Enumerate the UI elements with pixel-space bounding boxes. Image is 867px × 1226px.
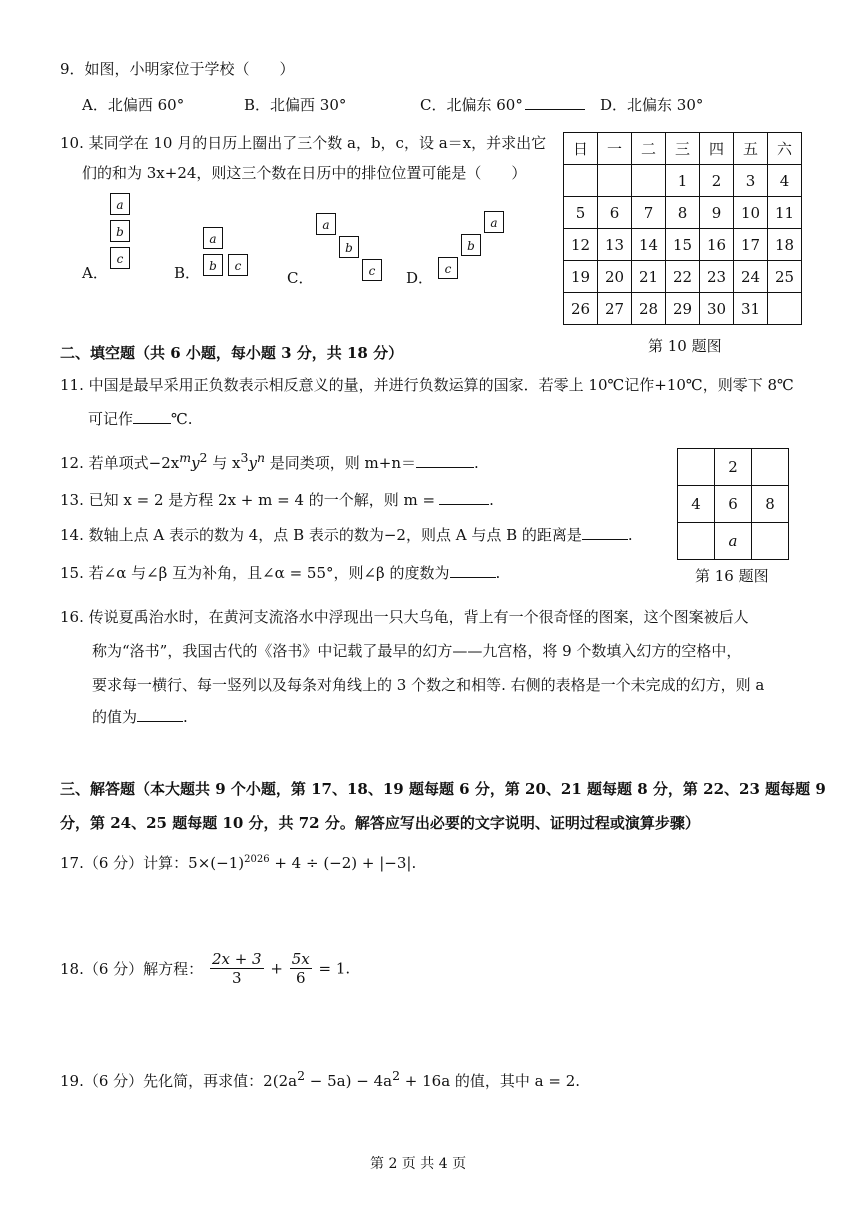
q12: 12. 若单项式$-2x^my^2$ 与 $x^3y^n$ 是同类项，则 m+n＝ .	[60, 450, 479, 472]
page-footer: 第 2 页 共 4 页	[370, 1156, 467, 1172]
magic-square-cell: 8	[752, 486, 789, 523]
q19: 19.（6 分）先化简，再求值：$2(2a^2 - 5a) - 4a^2 + 16a$ 的值，其中 a = 2.	[60, 1068, 581, 1090]
calendar-cell	[632, 165, 666, 197]
calendar-cell: 1	[666, 165, 700, 197]
calendar-header-cell: 六	[768, 133, 802, 165]
calendar-header-cell: 一	[598, 133, 632, 165]
q10-d-box-c: c	[438, 257, 458, 279]
magic-square-cell: 2	[715, 449, 752, 486]
q10-line2: 们的和为 3x+24，则这三个数在日历中的排位位置可能是（ ）	[82, 164, 527, 182]
magic-square-caption: 第 16 题图	[695, 567, 769, 585]
calendar-row	[564, 197, 802, 229]
calendar-cell: 6	[598, 197, 632, 229]
q16-line3: 要求每一横行、每一竖列以及每条对角线上的 3 个数之和相等. 右侧的表格是一个未完成的幻方，则 a	[92, 676, 765, 694]
q10-line1: 10. 某同学在 10 月的日历上圈出了三个数 a，b，c，设 a＝x，并求出它	[60, 134, 547, 152]
calendar-cell: 30	[700, 293, 734, 325]
calendar-cell: 27	[598, 293, 632, 325]
magic-square-table	[677, 448, 789, 560]
calendar-cell	[564, 165, 598, 197]
magic-square-cell	[678, 523, 715, 560]
q15: 15. 若∠α 与∠β 互为补角，且∠α = 55°，则∠β 的度数为 .	[60, 564, 501, 582]
magic-square-row	[678, 486, 789, 523]
calendar-cell: 11	[768, 197, 802, 229]
calendar-cell: 13	[598, 229, 632, 261]
calendar-cell: 28	[632, 293, 666, 325]
calendar-cell: 17	[734, 229, 768, 261]
calendar-header-cell: 二	[632, 133, 666, 165]
section-3-heading-line2: 分，第 24、25 题每题 10 分，共 72 分。解答应写出必要的文字说明、证明过程或演算步骤）	[60, 814, 700, 832]
q18: 18.（6 分）解方程： $\frac{2x + 3}{3}$ + $\frac{5x}{6}$ = 1.	[60, 950, 351, 987]
q10-c-box-b: b	[339, 236, 359, 258]
q10-b-box-c: c	[228, 254, 248, 276]
section-2-heading: 二、填空题（共 6 小题，每小题 3 分，共 18 分）	[60, 344, 404, 362]
calendar-cell: 29	[666, 293, 700, 325]
calendar-cell: 12	[564, 229, 598, 261]
calendar-cell: 19	[564, 261, 598, 293]
calendar-cell: 15	[666, 229, 700, 261]
q10-option-d-letter: D．	[406, 269, 434, 287]
calendar-cell: 7	[632, 197, 666, 229]
calendar-cell: 9	[700, 197, 734, 229]
q14: 14. 数轴上点 A 表示的数为 4，点 B 表示的数为−2，则点 A 与点 B 的距离是 .	[60, 526, 633, 544]
calendar-cell: 2	[700, 165, 734, 197]
q9-option-c: C．北偏东 60°	[420, 94, 585, 115]
magic-square-cell: 6	[715, 486, 752, 523]
q16-line1: 16. 传说夏禹治水时，在黄河支流洛水中浮现出一只大乌龟，背上有一个很奇怪的图案，这个图案被后人	[60, 608, 749, 626]
q16-line2: 称为“洛书”，我国古代的《洛书》中记载了最早的幻方——九宫格，将 9 个数填入幻方的空格中，	[92, 642, 742, 660]
magic-square-cell	[752, 523, 789, 560]
q11-line2: 可记作 ℃.	[88, 410, 193, 428]
magic-square-row	[678, 449, 789, 486]
q17: 17.（6 分）计算：$5\times(-1)^{2026} + 4 \div (-2) + |-3|$.	[60, 854, 417, 872]
q10-b-box-b: b	[203, 254, 223, 276]
calendar-caption: 第 10 题图	[648, 337, 722, 355]
calendar-cell	[768, 293, 802, 325]
calendar-row	[564, 261, 802, 293]
calendar-cell: 25	[768, 261, 802, 293]
calendar-cell: 14	[632, 229, 666, 261]
calendar-cell: 31	[734, 293, 768, 325]
q18-fraction-2: $\frac{5x}{6}$	[291, 950, 310, 987]
calendar-row	[564, 229, 802, 261]
q10-a-box-b: b	[110, 220, 130, 242]
q10-c-box-c: c	[362, 259, 382, 281]
calendar-header-cell: 四	[700, 133, 734, 165]
calendar-cell: 18	[768, 229, 802, 261]
q9-option-b: B．北偏西 30°	[244, 96, 347, 114]
q10-d-box-a: a	[484, 211, 504, 233]
magic-square-cell	[678, 449, 715, 486]
q9-option-a: A．北偏西 60°	[82, 96, 185, 114]
calendar-cell: 20	[598, 261, 632, 293]
q10-option-b-letter: B．	[174, 264, 201, 282]
section-3-heading-line1: 三、解答题（本大题共 9 个小题，第 17、18、19 题每题 6 分，第 20、21 题每题 8 分，第 22、23 题每题 9	[60, 780, 826, 798]
calendar-table	[563, 132, 802, 325]
q11-line1: 11. 中国是最早采用正负数表示相反意义的量，并进行负数运算的国家．若零上 10℃记作+10℃，则零下 8℃	[60, 376, 794, 394]
calendar-cell: 23	[700, 261, 734, 293]
magic-square-cell	[752, 449, 789, 486]
magic-square-row	[678, 523, 789, 560]
q10-d-box-b: b	[461, 234, 481, 256]
q10-c-box-a: a	[316, 213, 336, 235]
calendar-cell: 5	[564, 197, 598, 229]
magic-square-cell: a	[715, 523, 752, 560]
q10-a-box-a: a	[110, 193, 130, 215]
q10-option-c-letter: C．	[287, 269, 314, 287]
calendar-cell: 22	[666, 261, 700, 293]
q13: 13. 已知 x = 2 是方程 2x + m = 4 的一个解，则 m = .	[60, 491, 494, 509]
q10-option-a-letter: A．	[82, 264, 108, 282]
q16-line4: 的值为 .	[92, 708, 188, 726]
calendar-header-cell: 五	[734, 133, 768, 165]
calendar-cell: 10	[734, 197, 768, 229]
q10-a-box-c: c	[110, 247, 130, 269]
calendar-cell: 21	[632, 261, 666, 293]
q10-b-box-a: a	[203, 227, 223, 249]
calendar-header-cell: 日	[564, 133, 598, 165]
calendar-cell: 26	[564, 293, 598, 325]
q9-option-d: D．北偏东 30°	[600, 96, 704, 114]
calendar-header-row	[564, 133, 802, 165]
calendar-cell: 16	[700, 229, 734, 261]
calendar-cell	[598, 165, 632, 197]
calendar-cell: 3	[734, 165, 768, 197]
calendar-row	[564, 165, 802, 197]
q9-stem: 9．如图，小明家位于学校（ ）	[60, 60, 295, 78]
q18-fraction-1: $\frac{2x + 3}{3}$	[211, 950, 262, 987]
calendar-cell: 8	[666, 197, 700, 229]
magic-square-cell: 4	[678, 486, 715, 523]
calendar-row	[564, 293, 802, 325]
calendar-cell: 4	[768, 165, 802, 197]
calendar-cell: 24	[734, 261, 768, 293]
calendar-header-cell: 三	[666, 133, 700, 165]
